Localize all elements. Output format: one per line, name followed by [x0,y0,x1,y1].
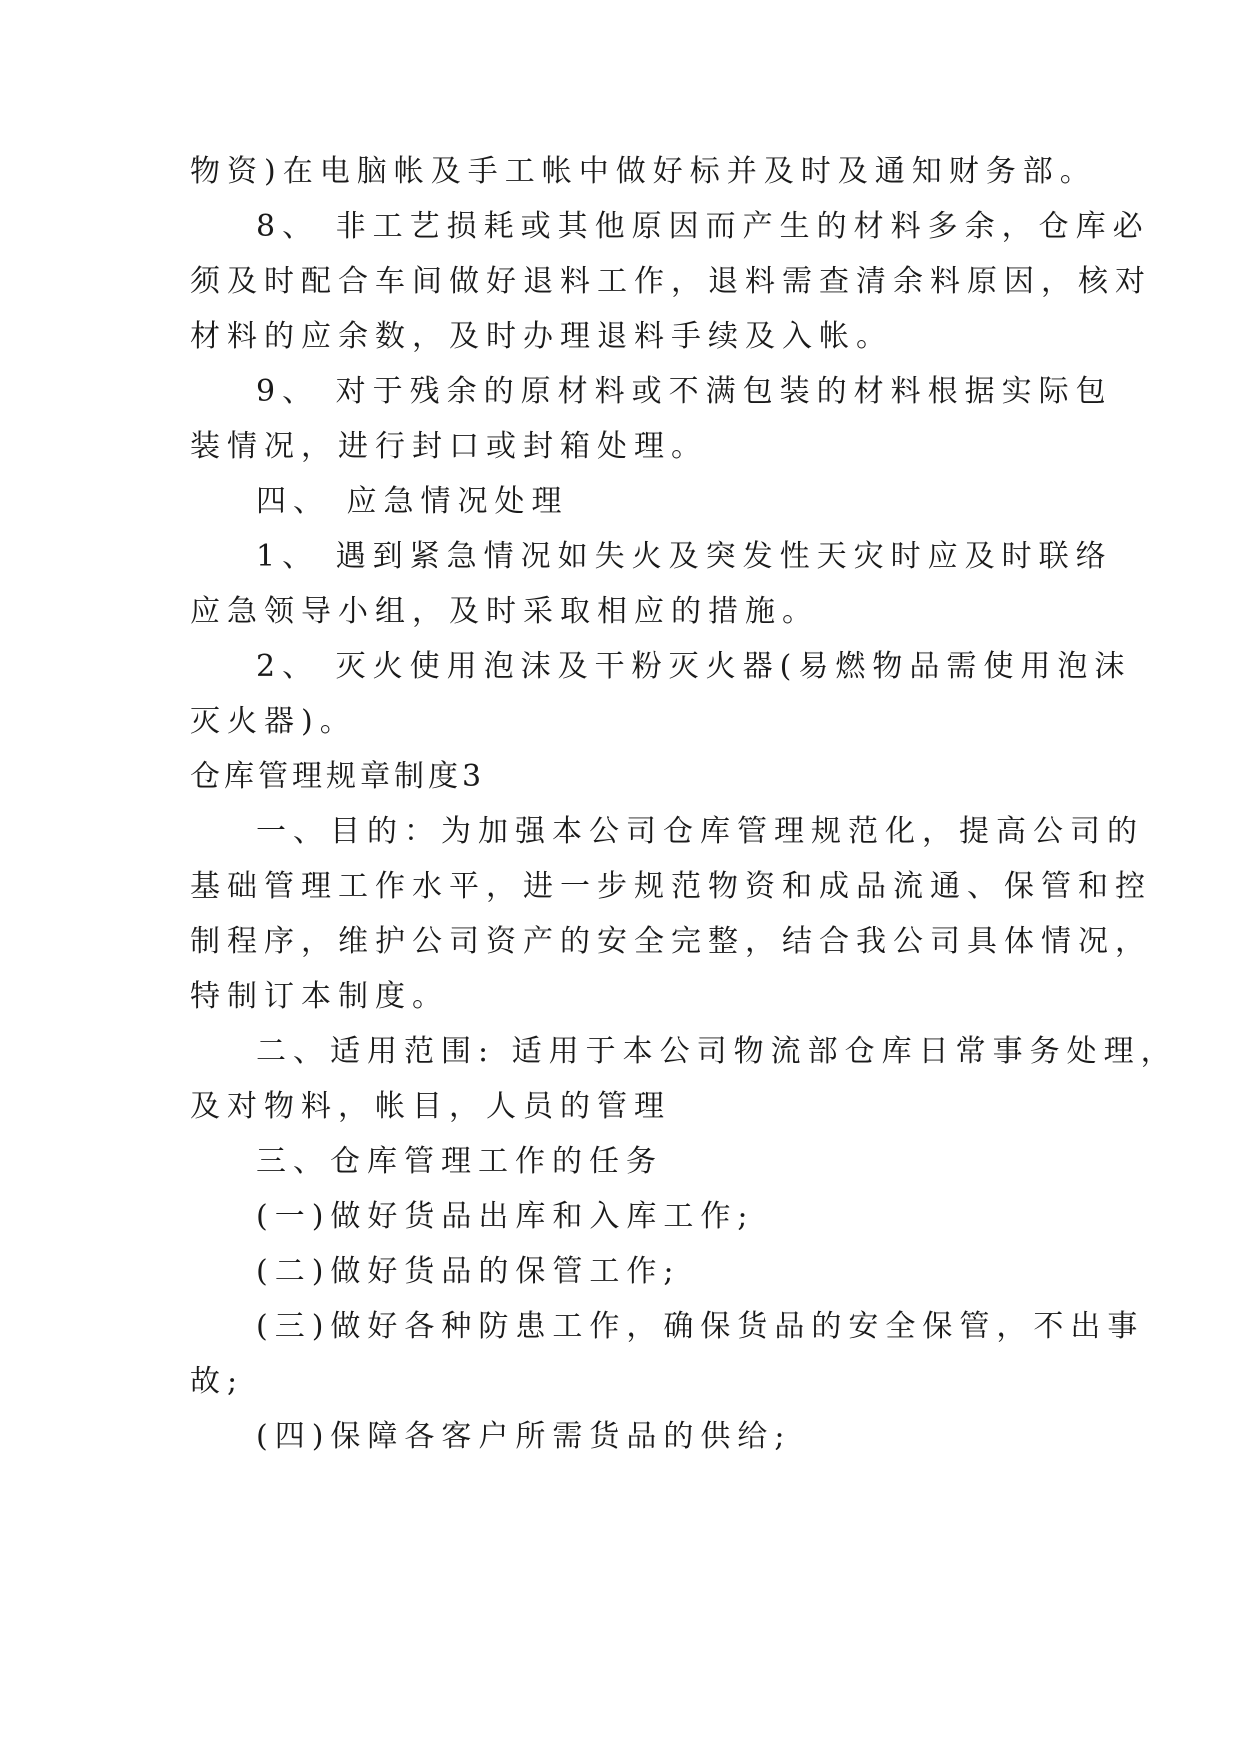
section-heading: 三、仓库管理工作的任务 [256,1144,663,1179]
text-line: 须及时配合车间做好退料工作，退料需查清余料原因，核对 [190,264,1152,299]
text-line: 制程序，维护公司资产的安全完整，结合我公司具体情况， [190,924,1152,959]
text-line: 1、 遇到紧急情况如失火及突发性天灾时应及时联络 [256,539,1113,574]
text-line: 基础管理工作水平，进一步规范物资和成品流通、保管和控 [190,869,1152,904]
text-line: 特制订本制度。 [190,979,449,1014]
text-line: 材料的应余数，及时办理退料手续及入帐。 [190,319,893,354]
text-line: 物资)在电脑帐及手工帐中做好标并及时及通知财务部。 [190,154,1097,189]
text-line: 一、目的：为加强本公司仓库管理规范化，提高公司的 [256,814,1144,849]
text-line: 8、 非工艺损耗或其他原因而产生的材料多余，仓库必 [256,209,1150,244]
list-item: (三)做好各种防患工作，确保货品的安全保管，不出事 [256,1309,1145,1344]
text-line: 2、 灭火使用泡沫及干粉灭火器(易燃物品需使用泡沫 [256,649,1132,684]
text-line: 9、 对于残余的原材料或不满包装的材料根据实际包 [256,374,1113,409]
section-heading: 四、 应急情况处理 [256,484,569,519]
text-line: 灭火器)。 [190,704,357,739]
text-line: 及对物料，帐目，人员的管理 [190,1089,671,1124]
text-line: 二、适用范围: 适用于本公司物流部仓库日常事务处理， [256,1034,1178,1069]
document-title: 仓库管理规章制度3 [190,759,486,794]
list-item: (四)保障各客户所需货品的供给; [256,1419,792,1454]
text-line: 应急领导小组，及时采取相应的措施。 [190,594,819,629]
list-item: (二)做好货品的保管工作; [256,1254,681,1289]
text-line: 故; [190,1364,245,1399]
text-line: 装情况，进行封口或封箱处理。 [190,429,708,464]
list-item: (一)做好货品出库和入库工作; [256,1199,755,1234]
